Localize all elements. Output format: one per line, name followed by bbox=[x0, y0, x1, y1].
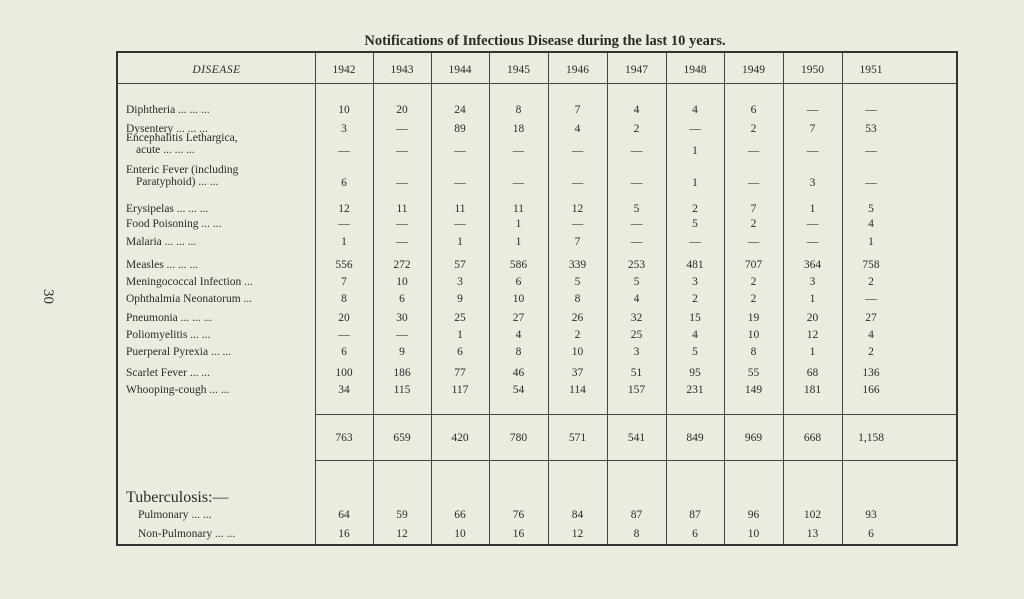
value-cell: 2 bbox=[692, 203, 698, 215]
value-cell: 10 bbox=[747, 528, 760, 540]
value-cell: 5 bbox=[692, 218, 698, 230]
value-cell: 4 bbox=[692, 329, 698, 341]
value-cell: — bbox=[747, 145, 760, 157]
value-cell: 3 bbox=[633, 346, 640, 358]
value-cell: 571 bbox=[568, 432, 587, 444]
value-cell: 5 bbox=[692, 346, 698, 358]
value-cell: — bbox=[865, 293, 877, 305]
value-cell: 12 bbox=[571, 203, 584, 215]
value-cell: 12 bbox=[338, 203, 350, 215]
value-cell: — bbox=[865, 145, 877, 157]
disease-name: Diphtheria ... ... ... bbox=[126, 104, 210, 116]
value-cell: 969 bbox=[744, 432, 763, 444]
value-cell: 1,158 bbox=[858, 432, 884, 444]
value-cell: 13 bbox=[806, 528, 819, 540]
value-cell: 1 bbox=[809, 203, 816, 215]
value-cell: 84 bbox=[571, 509, 584, 521]
value-cell: — bbox=[571, 218, 584, 230]
value-cell: 7 bbox=[750, 203, 757, 215]
disease-name: Pneumonia ... ... ... bbox=[126, 312, 213, 324]
value-cell: 4 bbox=[515, 329, 522, 341]
value-cell: 272 bbox=[393, 259, 411, 271]
value-cell: — bbox=[396, 177, 408, 189]
disease-name: Poliomyelitis ... ... bbox=[126, 329, 211, 341]
tuberculosis-label: Tuberculosis:— bbox=[126, 489, 229, 506]
value-cell: 11 bbox=[512, 203, 525, 215]
value-cell: 2 bbox=[750, 123, 757, 135]
value-cell: 364 bbox=[803, 259, 822, 271]
value-cell: 3 bbox=[457, 276, 463, 288]
value-cell: 4 bbox=[633, 104, 640, 116]
value-cell: 149 bbox=[744, 384, 763, 396]
value-cell: 30 bbox=[396, 312, 408, 324]
value-cell: 10 bbox=[512, 293, 525, 305]
year-header: 1946 bbox=[566, 64, 589, 76]
value-cell: 8 bbox=[750, 346, 757, 358]
value-cell: 12 bbox=[806, 329, 819, 341]
value-cell: 7 bbox=[574, 236, 581, 248]
value-cell: 6 bbox=[692, 528, 698, 540]
value-cell: 3 bbox=[809, 177, 816, 189]
row-divider bbox=[315, 83, 958, 84]
value-cell: 659 bbox=[393, 432, 411, 444]
value-cell: 87 bbox=[689, 509, 701, 521]
disease-name: Food Poisoning ... ... bbox=[126, 218, 222, 230]
value-cell: 5 bbox=[633, 203, 640, 215]
year-header: 1945 bbox=[507, 64, 530, 76]
value-cell: 1 bbox=[515, 218, 522, 230]
value-cell: — bbox=[865, 177, 877, 189]
value-cell: 66 bbox=[454, 509, 466, 521]
value-cell: 556 bbox=[335, 259, 353, 271]
value-cell: 4 bbox=[574, 123, 581, 135]
value-cell: 6 bbox=[341, 346, 347, 358]
value-cell: 10 bbox=[747, 329, 760, 341]
value-cell: 231 bbox=[686, 384, 704, 396]
value-cell: — bbox=[630, 145, 643, 157]
value-cell: 253 bbox=[627, 259, 646, 271]
value-cell: 166 bbox=[862, 384, 880, 396]
value-cell: 4 bbox=[692, 104, 698, 116]
value-cell: 53 bbox=[865, 123, 877, 135]
value-cell: 186 bbox=[393, 367, 411, 379]
value-cell: 16 bbox=[338, 528, 350, 540]
value-cell: 10 bbox=[396, 276, 408, 288]
disease-name: Malaria ... ... ... bbox=[126, 236, 197, 248]
value-cell: 420 bbox=[451, 432, 469, 444]
value-cell: 5 bbox=[633, 276, 640, 288]
value-cell: 2 bbox=[750, 276, 757, 288]
value-cell: 7 bbox=[341, 276, 347, 288]
value-cell: 11 bbox=[454, 203, 466, 215]
row-divider bbox=[315, 460, 958, 461]
value-cell: — bbox=[806, 236, 819, 248]
value-cell: 849 bbox=[686, 432, 704, 444]
value-cell: 54 bbox=[512, 384, 525, 396]
value-cell: — bbox=[806, 104, 819, 116]
value-cell: 1 bbox=[692, 177, 698, 189]
value-cell: — bbox=[630, 218, 643, 230]
value-cell: 19 bbox=[747, 312, 760, 324]
value-cell: 117 bbox=[451, 384, 469, 396]
value-cell: 9 bbox=[399, 346, 405, 358]
value-cell: 136 bbox=[862, 367, 880, 379]
value-cell: 3 bbox=[692, 276, 698, 288]
value-cell: — bbox=[512, 145, 525, 157]
value-cell: 3 bbox=[809, 276, 816, 288]
value-cell: 8 bbox=[515, 346, 522, 358]
value-cell: — bbox=[571, 145, 584, 157]
value-cell: 668 bbox=[803, 432, 822, 444]
value-cell: 89 bbox=[454, 123, 466, 135]
value-cell: 37 bbox=[571, 367, 584, 379]
value-cell: 763 bbox=[335, 432, 353, 444]
value-cell: — bbox=[396, 123, 408, 135]
value-cell: 20 bbox=[396, 104, 408, 116]
value-cell: 64 bbox=[338, 509, 350, 521]
value-cell: 157 bbox=[627, 384, 646, 396]
value-cell: 1 bbox=[515, 236, 522, 248]
value-cell: 20 bbox=[806, 312, 819, 324]
value-cell: — bbox=[865, 104, 877, 116]
value-cell: 59 bbox=[396, 509, 408, 521]
value-cell: — bbox=[630, 177, 643, 189]
value-cell: 1 bbox=[341, 236, 347, 248]
value-cell: 6 bbox=[868, 528, 874, 540]
value-cell: 24 bbox=[454, 104, 466, 116]
value-cell: 586 bbox=[509, 259, 528, 271]
value-cell: — bbox=[454, 218, 466, 230]
disease-table bbox=[116, 51, 958, 546]
disease-name-cont: Paratyphoid) ... ... bbox=[136, 176, 219, 188]
value-cell: 7 bbox=[809, 123, 816, 135]
value-cell: 51 bbox=[630, 367, 643, 379]
value-cell: 2 bbox=[868, 276, 874, 288]
year-header: 1950 bbox=[801, 64, 824, 76]
value-cell: 6 bbox=[457, 346, 463, 358]
value-cell: — bbox=[571, 177, 584, 189]
value-cell: 18 bbox=[512, 123, 525, 135]
value-cell: 46 bbox=[512, 367, 525, 379]
disease-name: Puerperal Pyrexia ... ... bbox=[126, 346, 232, 358]
value-cell: 32 bbox=[630, 312, 643, 324]
value-cell: 20 bbox=[338, 312, 350, 324]
table-title: Notifications of Infectious Disease during the last 10 years. bbox=[364, 33, 726, 49]
disease-name: Measles ... ... ... bbox=[126, 259, 199, 271]
value-cell: — bbox=[747, 177, 760, 189]
page-number: 30 bbox=[40, 289, 56, 304]
value-cell: 2 bbox=[574, 329, 581, 341]
value-cell: 68 bbox=[806, 367, 819, 379]
value-cell: 1 bbox=[692, 145, 698, 157]
value-cell: 1 bbox=[457, 329, 463, 341]
value-cell: 25 bbox=[630, 329, 643, 341]
disease-name-cont: acute ... ... ... bbox=[136, 144, 195, 156]
value-cell: 77 bbox=[454, 367, 466, 379]
tuberculosis-type: Non-Pulmonary ... ... bbox=[138, 528, 236, 540]
year-header: 1948 bbox=[683, 64, 707, 76]
value-cell: 100 bbox=[335, 367, 353, 379]
value-cell: 5 bbox=[868, 203, 874, 215]
value-cell: 87 bbox=[630, 509, 643, 521]
value-cell: 6 bbox=[341, 177, 347, 189]
value-cell: 102 bbox=[803, 509, 822, 521]
value-cell: 10 bbox=[338, 104, 350, 116]
value-cell: 57 bbox=[454, 259, 466, 271]
value-cell: 2 bbox=[633, 123, 640, 135]
row-divider bbox=[315, 414, 958, 415]
disease-name: Scarlet Fever ... ... bbox=[126, 367, 210, 379]
tuberculosis-type: Pulmonary ... ... bbox=[138, 509, 212, 521]
value-cell: — bbox=[454, 177, 466, 189]
value-cell: 27 bbox=[512, 312, 525, 324]
value-cell: 1 bbox=[809, 346, 816, 358]
value-cell: — bbox=[338, 329, 350, 341]
disease-column-header: DISEASE bbox=[192, 64, 241, 76]
value-cell: 1 bbox=[809, 293, 816, 305]
value-cell: — bbox=[338, 218, 350, 230]
value-cell: — bbox=[512, 177, 525, 189]
value-cell: 4 bbox=[868, 329, 874, 341]
disease-name: Erysipelas ... ... ... bbox=[126, 203, 209, 215]
value-cell: — bbox=[689, 123, 701, 135]
year-header: 1951 bbox=[859, 64, 883, 76]
disease-name: Dysentery ... ... ... bbox=[126, 123, 208, 135]
value-cell: 2 bbox=[750, 218, 757, 230]
year-header: 1947 bbox=[625, 64, 648, 76]
value-cell: 1 bbox=[457, 236, 463, 248]
value-cell: 114 bbox=[569, 384, 586, 396]
disease-name: Encephalitis Lethargica, bbox=[126, 132, 238, 144]
value-cell: — bbox=[806, 145, 819, 157]
value-cell: 55 bbox=[747, 367, 760, 379]
value-cell: — bbox=[338, 145, 350, 157]
value-cell: — bbox=[806, 218, 819, 230]
value-cell: 76 bbox=[512, 509, 525, 521]
value-cell: 6 bbox=[399, 293, 405, 305]
value-cell: 8 bbox=[574, 293, 581, 305]
value-cell: 10 bbox=[454, 528, 466, 540]
value-cell: 5 bbox=[574, 276, 581, 288]
value-cell: 16 bbox=[512, 528, 525, 540]
value-cell: 9 bbox=[457, 293, 463, 305]
value-cell: 4 bbox=[868, 218, 874, 230]
value-cell: 1 bbox=[868, 236, 874, 248]
value-cell: 11 bbox=[396, 203, 408, 215]
value-cell: 26 bbox=[571, 312, 584, 324]
value-cell: 707 bbox=[744, 259, 763, 271]
value-cell: — bbox=[396, 145, 408, 157]
value-cell: 6 bbox=[750, 104, 757, 116]
year-header: 1942 bbox=[332, 64, 356, 76]
value-cell: 2 bbox=[692, 293, 698, 305]
value-cell: 481 bbox=[686, 259, 704, 271]
value-cell: 181 bbox=[803, 384, 822, 396]
disease-name: Meningococcal Infection ... bbox=[126, 276, 253, 288]
value-cell: 3 bbox=[341, 123, 347, 135]
value-cell: — bbox=[454, 145, 466, 157]
value-cell: 8 bbox=[633, 528, 640, 540]
value-cell: 339 bbox=[568, 259, 587, 271]
value-cell: 541 bbox=[627, 432, 646, 444]
value-cell: 12 bbox=[571, 528, 584, 540]
value-cell: — bbox=[396, 329, 408, 341]
value-cell: 25 bbox=[454, 312, 466, 324]
value-cell: — bbox=[747, 236, 760, 248]
value-cell: 93 bbox=[865, 509, 877, 521]
disease-name: Whooping-cough ... ... bbox=[126, 384, 230, 396]
value-cell: 8 bbox=[515, 104, 522, 116]
year-header: 1943 bbox=[390, 64, 414, 76]
value-cell: 34 bbox=[338, 384, 350, 396]
value-cell: 2 bbox=[750, 293, 757, 305]
value-cell: 10 bbox=[571, 346, 584, 358]
value-cell: 8 bbox=[341, 293, 347, 305]
value-cell: 95 bbox=[689, 367, 701, 379]
value-cell: 96 bbox=[747, 509, 760, 521]
row-divider bbox=[118, 83, 315, 84]
value-cell: — bbox=[396, 236, 408, 248]
value-cell: — bbox=[689, 236, 701, 248]
value-cell: 6 bbox=[515, 276, 522, 288]
value-cell: 12 bbox=[396, 528, 408, 540]
disease-name: Enteric Fever (including bbox=[126, 164, 239, 176]
value-cell: 2 bbox=[868, 346, 874, 358]
value-cell: 758 bbox=[862, 259, 880, 271]
value-cell: 780 bbox=[509, 432, 528, 444]
value-cell: — bbox=[396, 218, 408, 230]
value-cell: 4 bbox=[633, 293, 640, 305]
value-cell: — bbox=[630, 236, 643, 248]
disease-name: Ophthalmia Neonatorum ... bbox=[126, 293, 253, 305]
year-header: 1944 bbox=[448, 64, 472, 76]
year-header: 1949 bbox=[742, 64, 765, 76]
value-cell: 7 bbox=[574, 104, 581, 116]
value-cell: 15 bbox=[689, 312, 701, 324]
value-cell: 27 bbox=[865, 312, 877, 324]
value-cell: 115 bbox=[393, 384, 411, 396]
